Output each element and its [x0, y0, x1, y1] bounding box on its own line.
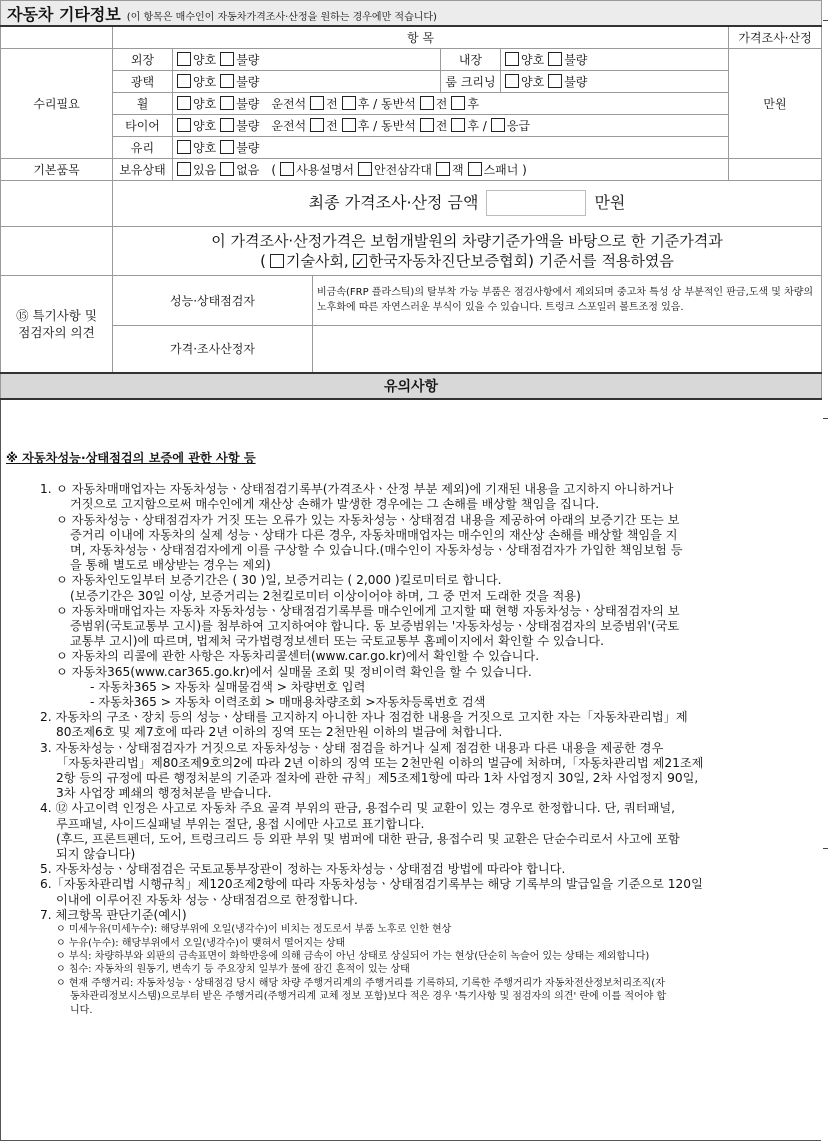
- criteria-line: 니다.: [70, 1004, 93, 1016]
- basis-text: 한국자동차진단보증협회) 기준서를 적용하였음: [368, 251, 674, 270]
- criteria-line: ㅇ 침수: 자동차의 원동기, 변속기 등 주요장치 일부가 물에 잠긴 흔적이 있는 상태: [56, 964, 410, 976]
- checkbox[interactable]: [505, 74, 519, 88]
- basis-statement: [113, 226, 822, 275]
- notice-line: 며, 자동차성능ㆍ상태점검자에게 이를 구상할 수 있습니다.(매수인이 자동차성능ㆍ상태점검자가 가입한 책임보험 등: [70, 543, 683, 558]
- checkbox[interactable]: [420, 118, 434, 132]
- row-label-glass: 유리: [113, 136, 173, 158]
- price-inspector-label: 가격·조사산정자: [113, 325, 313, 373]
- opt-label: 불량: [236, 74, 260, 89]
- checkbox[interactable]: [342, 96, 356, 110]
- checkbox[interactable]: [177, 118, 191, 132]
- opt-label: (: [271, 162, 277, 177]
- row-label-interior: 내장: [441, 48, 501, 70]
- opt-label: 후 / 동반석: [357, 118, 416, 133]
- row-label-gloss: 광택: [113, 70, 173, 92]
- criteria-line: ㅇ 부식: 차량하부와 외판의 금속표면이 화학반응에 의해 금속이 아닌 상태로 상실되어 가는 현상(단순히 녹슬어 있는 상태는 제외합니다): [56, 950, 650, 962]
- section-title: 자동차 기타정보: [7, 4, 121, 24]
- checkbox[interactable]: [270, 254, 284, 268]
- checkbox[interactable]: [436, 162, 450, 176]
- notice-line: 6.「자동차관리법 시행규칙」제120조제2항에 따라 자동차성능ㆍ상태점검기록부는 해당 기록부의 발급일을 기준으로 120일: [40, 877, 703, 892]
- item-number: 1.: [40, 482, 52, 497]
- checkbox[interactable]: [220, 140, 234, 154]
- right-margin-strip: [821, 0, 828, 1147]
- opt-label: 불량: [236, 52, 260, 67]
- opt-label: 후 / 동반석: [357, 96, 416, 111]
- opt-label: 양호: [193, 52, 217, 67]
- notice-body: [6, 447, 818, 1017]
- notice-line: 7. 체크항목 판단기준(예시): [40, 907, 187, 922]
- notice-line: 80조제6호 및 제7호에 따라 2년 이하의 징역 또는 2천만원 이하의 벌금에 처합니다.: [56, 725, 503, 740]
- notice-line: (보증기간은 30일 이상, 보증거리는 2천킬로미터 이상이어야 하며, 그 중 먼저 도래한 것을 적용): [70, 588, 581, 603]
- notice-line: ㅇ 자동차365(www.car365.go.kr)에서 실매물 조회 및 정비이력 확인을 할 수 있습니다.: [56, 664, 532, 679]
- checkbox[interactable]: [548, 52, 562, 66]
- opt-label: 운전석: [271, 96, 307, 111]
- opt-label: 후: [467, 96, 479, 111]
- price-header: 가격조사·산정: [729, 26, 822, 48]
- notice-line: ㅇ 자동차매매업자는 자동차 자동차성능ㆍ상태점검기록부를 매수인에게 고지할 때 현행 자동차성능ㆍ상태점검자의 보: [56, 603, 680, 618]
- criteria-line: ㅇ 미세누유(미세누수): 해당부위에 오일(냉각수)이 비치는 정도로서 부품 노후로 인한 현상: [56, 924, 452, 936]
- notice-line: ㅇ 자동차인도일부터 보증기간은 ( 30 )일, 보증거리는 ( 2,000 )킬로미터로 합니다.: [56, 573, 502, 588]
- checkbox[interactable]: [177, 140, 191, 154]
- basis-line-1: 이 가격조사·산정가격은 보험개발원의 차량기준가액을 바탕으로 한 기준가격과: [211, 231, 723, 250]
- final-price-row: [113, 180, 822, 226]
- notice-line: 되지 않습니다): [56, 847, 136, 862]
- notice-line: 「자동차관리법」제80조제9호의2에 따라 2년 이하의 징역 또는 2천만원 이하의 벌금에 처하며,「자동차관리법 제21조제: [56, 755, 704, 770]
- opt-label: 양호: [521, 74, 545, 89]
- final-price-input[interactable]: [486, 190, 586, 216]
- opt-label: 전: [326, 96, 338, 111]
- checkbox[interactable]: [177, 162, 191, 176]
- exterior-options: [173, 48, 441, 70]
- notice-line: 2항 등의 규정에 따른 행정처분의 기준과 절차에 관한 규칙」제5조제1항에 따라 1차 사업정지 30일, 2차 사업정지 90일,: [56, 771, 699, 786]
- section-header: [1, 1, 822, 27]
- special-notes-label: [1, 275, 113, 373]
- checkbox[interactable]: [177, 52, 191, 66]
- notice-line: (후드, 프론트펜더, 도어, 트렁크리드 등 외판 부위 및 범퍼에 대한 판금, 용접수리 및 교환은 단순수리로서 사고에 포함: [56, 831, 680, 846]
- opt-label: 불량: [564, 52, 588, 67]
- margin-tick: [823, 20, 828, 21]
- inspector-label: 성능·상태점검자: [113, 275, 313, 325]
- notice-line: 5. 자동차성능ㆍ상태점검은 국토교통부장관이 정하는 자동차성능ㆍ상태점검 방법에 따라야 합니다.: [40, 862, 566, 877]
- notice-line: 교통부 고시)에 따르며, 법제처 국가법령정보센터 또는 국토교통부 홈페이지에서 확인할 수 있습니다.: [70, 634, 604, 649]
- checkbox[interactable]: [220, 96, 234, 110]
- opt-label: 양호: [193, 140, 217, 155]
- blank-cell: [1, 26, 113, 48]
- opt-label: 불량: [236, 140, 260, 155]
- section-subtitle: (이 항목은 매수인이 자동차가격조사·산정을 원하는 경우에만 적습니다): [126, 11, 437, 23]
- notice-line: 3. 자동차성능ㆍ상태점검자가 거짓으로 자동차성능ㆍ상태 점검을 하거나 실제 점검한 내용과 다른 내용을 제공한 경우: [40, 740, 664, 755]
- opt-label: 응급: [506, 118, 531, 133]
- opt-label: 스패너 ): [483, 162, 527, 177]
- price-inspector-note: [313, 325, 822, 373]
- notice-header: 유의사항: [1, 373, 822, 399]
- basic-label: 기본품목: [1, 158, 113, 180]
- basis-line-2: [113, 251, 821, 271]
- repair-label: 수리필요: [1, 48, 113, 158]
- item-header: 항 목: [113, 26, 729, 48]
- row-label-room-cleaning: 룸 크리닝: [441, 70, 501, 92]
- opt-label: 양호: [193, 96, 217, 111]
- criteria-line: 동차관리정보시스템)으로부터 받은 주행거리(주행거리계 교체 정보 포함)보다 적은 경우 '특기사항 및 점검자의 의견' 란에 이를 적어야 합: [70, 991, 667, 1003]
- final-price-label: 최종 가격조사·산정 금액: [308, 192, 479, 212]
- room-cleaning-options: [501, 70, 729, 92]
- opt-label: 사용설명서: [296, 162, 355, 177]
- interior-options: [501, 48, 729, 70]
- opt-label: 양호: [521, 52, 545, 67]
- notice-subhead: ※ 자동차성능·상태점검의 보증에 관한 사항 등: [6, 451, 256, 465]
- checkbox[interactable]: [548, 74, 562, 88]
- checkbox[interactable]: [491, 118, 505, 132]
- glass-options: [173, 136, 729, 158]
- checkbox[interactable]: [420, 96, 434, 110]
- opt-label: 불량: [564, 74, 588, 89]
- notice-line: 을 통해 별도로 배상받는 경우는 제외): [70, 558, 271, 573]
- opt-label: 불량: [236, 96, 260, 111]
- blank-cell: [1, 226, 113, 275]
- checkbox[interactable]: [220, 162, 234, 176]
- notice-line: 거짓으로 고지함으로써 매수인에게 재산상 손해가 발생한 경우에는 그 손해를 배상할 책임을 집니다.: [70, 497, 600, 512]
- special-label-line: 점검자의 의견: [18, 324, 95, 340]
- opt-label: 없음: [236, 162, 260, 177]
- checkbox[interactable]: [310, 118, 324, 132]
- basis-text: (: [260, 251, 266, 270]
- row-label-wheel: 휠: [113, 92, 173, 114]
- checkbox[interactable]: [342, 118, 356, 132]
- opt-label: 양호: [193, 74, 217, 89]
- checkbox[interactable]: [451, 118, 465, 132]
- checkbox[interactable]: [280, 162, 294, 176]
- notice-line: [6, 482, 818, 497]
- checkbox[interactable]: [451, 96, 465, 110]
- row-label-holding: 보유상태: [113, 158, 173, 180]
- checkbox[interactable]: [177, 74, 191, 88]
- row-label-exterior: 외장: [113, 48, 173, 70]
- notice-line: 이내에 이루어진 자동차 성능ㆍ상태점검으로 한정합니다.: [56, 892, 358, 907]
- wheel-options: [173, 92, 729, 114]
- opt-label: 전: [435, 96, 448, 111]
- opt-label: 운전석: [271, 118, 307, 133]
- special-label-line: ⑮ 특기사항 및: [16, 307, 97, 323]
- margin-tick: [823, 848, 828, 849]
- notice-line: 증거리 이내에 자동차의 실제 성능ㆍ상태가 다른 경우, 자동차매매업자는 매수인의 재산상 손해를 배상할 책임을 지: [70, 527, 678, 542]
- notice-line: - 자동차365 > 자동차 이력조회 > 매매용차량조회 >자동차등록번호 검색: [90, 695, 486, 710]
- checked-checkbox[interactable]: [353, 254, 367, 268]
- gloss-options: [173, 70, 441, 92]
- notice-line: 2. 자동차의 구조ㆍ장치 등의 성능ㆍ상태를 고지하지 아니한 자나 점검한 내용을 거짓으로 고지한 자는「자동차관리법」제: [40, 710, 688, 725]
- criteria-line: ㅇ 현재 주행거리: 자동차성능ㆍ상태점검 당시 해당 차량 주행거리계의 주행거리를 기록하되, 기록한 주행거리가 자동차전산정보처리조직(자: [56, 977, 665, 989]
- checkbox[interactable]: [358, 162, 372, 176]
- notice-line: ㅇ 자동차의 리콜에 관한 사항은 자동차리콜센터(www.car.go.kr)에서 확인할 수 있습니다.: [56, 649, 540, 664]
- opt-label: 후 /: [467, 118, 487, 133]
- checkbox[interactable]: [468, 162, 482, 176]
- holding-options: [173, 158, 729, 180]
- checkbox[interactable]: [220, 52, 234, 66]
- opt-label: 불량: [236, 118, 260, 133]
- tire-options: [173, 114, 729, 136]
- row-label-tire: 타이어: [113, 114, 173, 136]
- basis-text: 기술사회,: [285, 251, 349, 270]
- margin-tick: [823, 418, 828, 419]
- checkbox[interactable]: [220, 74, 234, 88]
- price-unit: 만원: [729, 48, 822, 158]
- opt-label: 잭: [452, 162, 464, 177]
- checkbox[interactable]: [220, 118, 234, 132]
- notice-line: - 자동차365 > 자동차 실매물검색 > 차량번호 입력: [90, 679, 366, 694]
- notice-line: 3차 사업장 폐쇄의 행정처분을 받습니다.: [56, 786, 272, 801]
- final-price-unit: 만원: [594, 192, 626, 212]
- checkbox[interactable]: [310, 96, 324, 110]
- blank-cell: [1, 180, 113, 226]
- notice-line: 4. ⑫ 사고이력 인정은 사고로 자동차 주요 골격 부위의 판금, 용접수리 및 교환이 있는 경우로 한정합니다. 단, 쿼터패널,: [40, 801, 675, 816]
- notice-line: 증범위(국토교통부 고시)를 첨부하여 고지하여야 합니다. 동 보증범위는 '자동차성능ㆍ상태점검자의 보증범위'(국토: [70, 619, 680, 634]
- inspector-note: 비금속(FRP 플라스틱)의 탈부착 가능 부품은 점검사항에서 제외되며 중고차 특성 상 부분적인 판금,도색 및 차량의 노후화에 따른 자연스러운 부식이 있을 수 있습니다. 트렁크 스포일러 볼트조정 있음.: [313, 275, 822, 325]
- opt-label: 안전삼각대: [374, 162, 432, 177]
- other-info-table: [0, 0, 822, 400]
- opt-label: 전: [435, 118, 448, 133]
- opt-label: 양호: [193, 118, 217, 133]
- opt-label: 전: [326, 118, 338, 133]
- notice-line: ㅇ 자동차성능ㆍ상태점검자가 거짓 또는 오류가 있는 자동차성능ㆍ상태점검 내용을 제공하여 아래의 보증기간 또는 보: [56, 512, 680, 527]
- notice-line: 루프패널, 사이드실패널 부위는 절단, 용접 시에만 사고로 표기합니다.: [56, 816, 425, 831]
- opt-label: 있음: [193, 162, 217, 177]
- checkbox[interactable]: [505, 52, 519, 66]
- checkbox[interactable]: [177, 96, 191, 110]
- notice-text: ㅇ 자동차매매업자는 자동차성능ㆍ상태점검기록부(가격조사ㆍ산정 부분 제외)에 기재된 내용을 고지하지 아니하거나: [56, 482, 674, 497]
- blank-cell: [729, 158, 822, 180]
- criteria-line: ㅇ 누유(누수): 해당부위에서 오일(냉각수)이 맺혀서 떨어지는 상태: [56, 937, 346, 949]
